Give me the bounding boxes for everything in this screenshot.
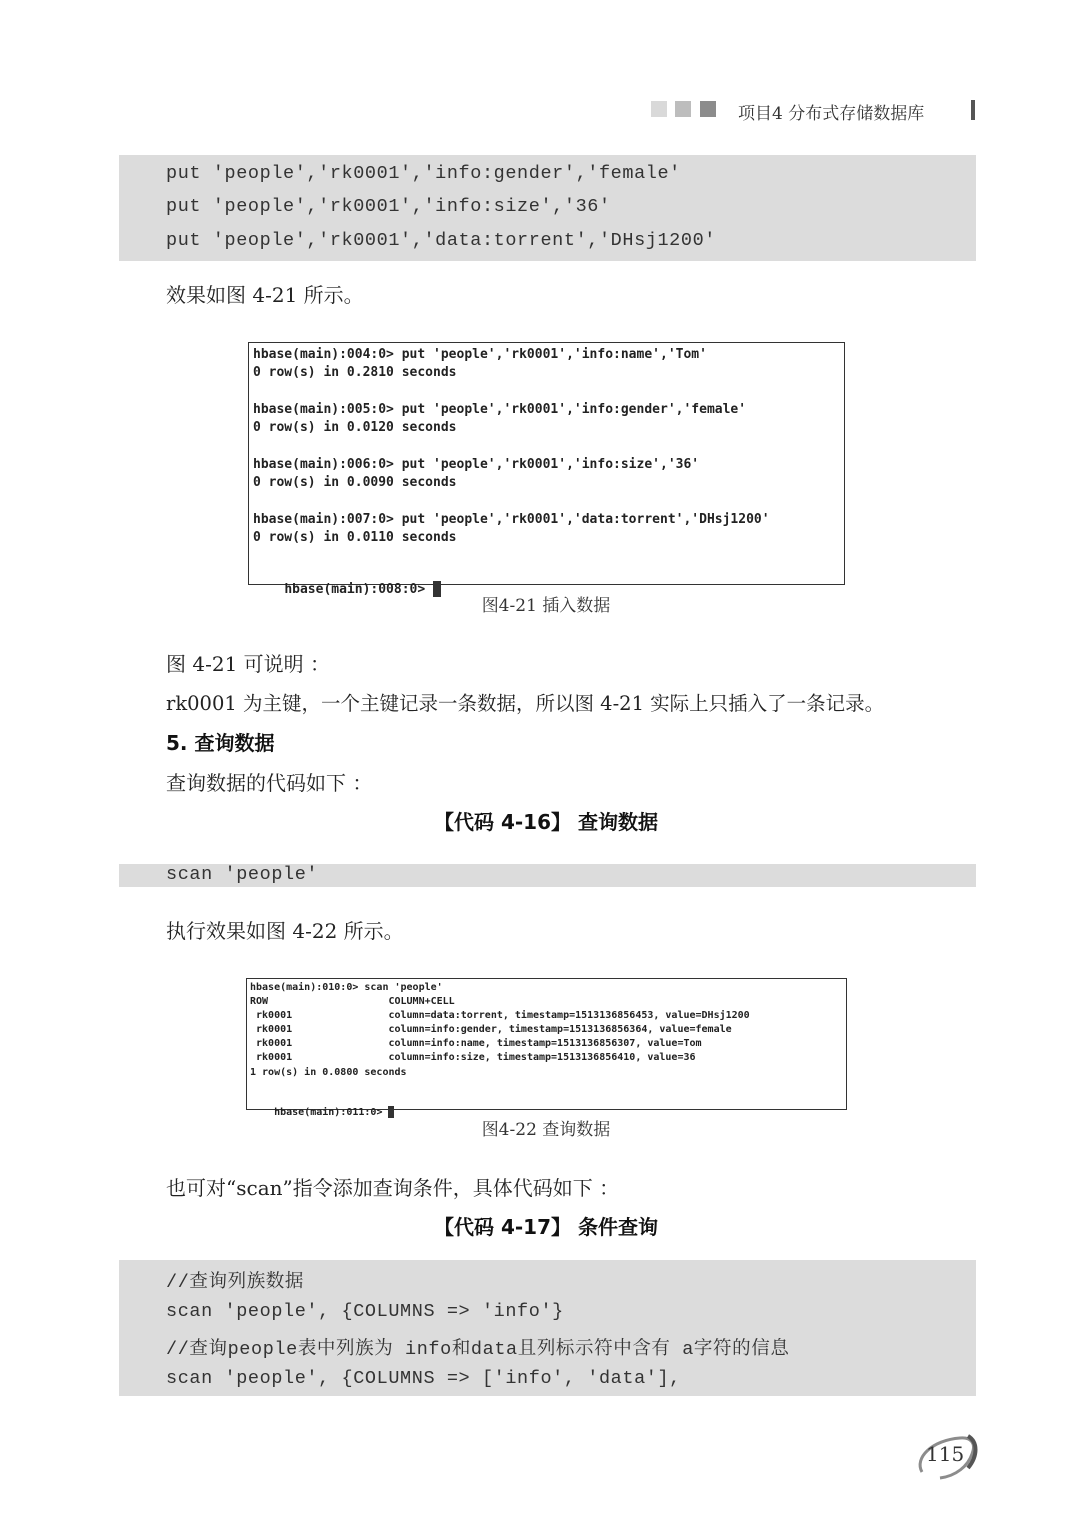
running-header-title: 项目4 分布式存储数据库: [738, 104, 925, 124]
paragraph-fig-note: 图 4-21 可说明 ：: [166, 652, 331, 676]
code-line: scan 'people', {COLUMNS => 'info'}: [166, 1301, 564, 1322]
header-square-3: [700, 101, 716, 117]
terminal-figure-4-21: [248, 342, 845, 597]
code-line: put 'people','rk0001','info:size','36': [166, 196, 611, 217]
paragraph-fig-explain: rk0001 为主键，一个主键记录一条数据，所以图 4-21 实际上只插入了一条记录。: [166, 692, 885, 715]
terminal-line: 0 row(s) in 0.2810 seconds: [253, 365, 457, 380]
terminal-line: hbase(main):005:0> put 'people','rk0001','info:gender','female': [253, 402, 747, 417]
terminal-line: rk0001 column=info:name, timestamp=1513136856307, value=Tom: [250, 1038, 702, 1049]
paragraph-effect-4-21: 效果如图 4-21 所示。: [166, 283, 364, 307]
terminal-prompt: hbase(main):011:0>: [274, 1107, 389, 1118]
page-number: 115: [926, 1442, 965, 1466]
code-line: put 'people','rk0001','info:gender','female': [166, 163, 681, 184]
paragraph-query-intro: 查询数据的代码如下 ：: [166, 771, 373, 795]
code-comment: //查询people表中列族为 info和data且列标示符中含有 a字符的信息: [166, 1339, 790, 1360]
code-line: scan 'people', {COLUMNS => ['info', 'data'],: [166, 1368, 681, 1389]
code-caption-4-17: 【代码 4-17】 条件查询: [434, 1215, 658, 1239]
paragraph-scan-intro: 也可对“scan”指令添加查询条件，具体代码如下 ：: [166, 1176, 620, 1200]
terminal-line: 0 row(s) in 0.0120 seconds: [253, 420, 457, 435]
terminal-line: hbase(main):006:0> put 'people','rk0001','info:size','36': [253, 457, 700, 472]
paragraph-effect-4-22: 执行效果如图 4-22 所示。: [166, 919, 404, 943]
code-block-put: [119, 155, 976, 261]
section-heading-query: 5. 查询数据: [166, 731, 275, 755]
header-square-2: [675, 101, 691, 117]
terminal-line: ROW COLUMN+CELL: [250, 996, 455, 1007]
terminal-line: 0 row(s) in 0.0110 seconds: [253, 530, 457, 545]
terminal-line: hbase(main):010:0> scan 'people': [250, 982, 443, 993]
code-caption-4-16: 【代码 4-16】 查询数据: [434, 810, 658, 834]
figure-4-21-caption: 图4-21 插入数据: [481, 596, 611, 616]
terminal-figure-4-22: [246, 978, 847, 1118]
terminal-line: hbase(main):004:0> put 'people','rk0001','info:name','Tom': [253, 347, 707, 362]
code-line: scan 'people': [166, 864, 319, 885]
terminal-line: 1 row(s) in 0.0800 seconds: [250, 1067, 407, 1078]
code-block-conditional-scan: [119, 1260, 976, 1396]
terminal-line: hbase(main):007:0> put 'people','rk0001','data:torrent','DHsj1200': [253, 512, 770, 527]
code-line: put 'people','rk0001','data:torrent','DHsj1200': [166, 230, 716, 251]
figure-4-22-caption: 图4-22 查询数据: [481, 1120, 611, 1140]
terminal-line: rk0001 column=info:size, timestamp=1513136856410, value=36: [250, 1052, 696, 1063]
code-comment: //查询列族数据: [166, 1272, 305, 1293]
code-block-scan: [119, 864, 976, 887]
terminal-line: 0 row(s) in 0.0090 seconds: [253, 475, 457, 490]
terminal-line: rk0001 column=info:gender, timestamp=1513136856364, value=female: [250, 1024, 732, 1035]
header-bar: [971, 100, 975, 120]
terminal-prompt: hbase(main):008:0>: [284, 582, 434, 597]
terminal-line: rk0001 column=data:torrent, timestamp=1513136856453, value=DHsj1200: [250, 1010, 750, 1021]
header-square-1: [651, 101, 667, 117]
